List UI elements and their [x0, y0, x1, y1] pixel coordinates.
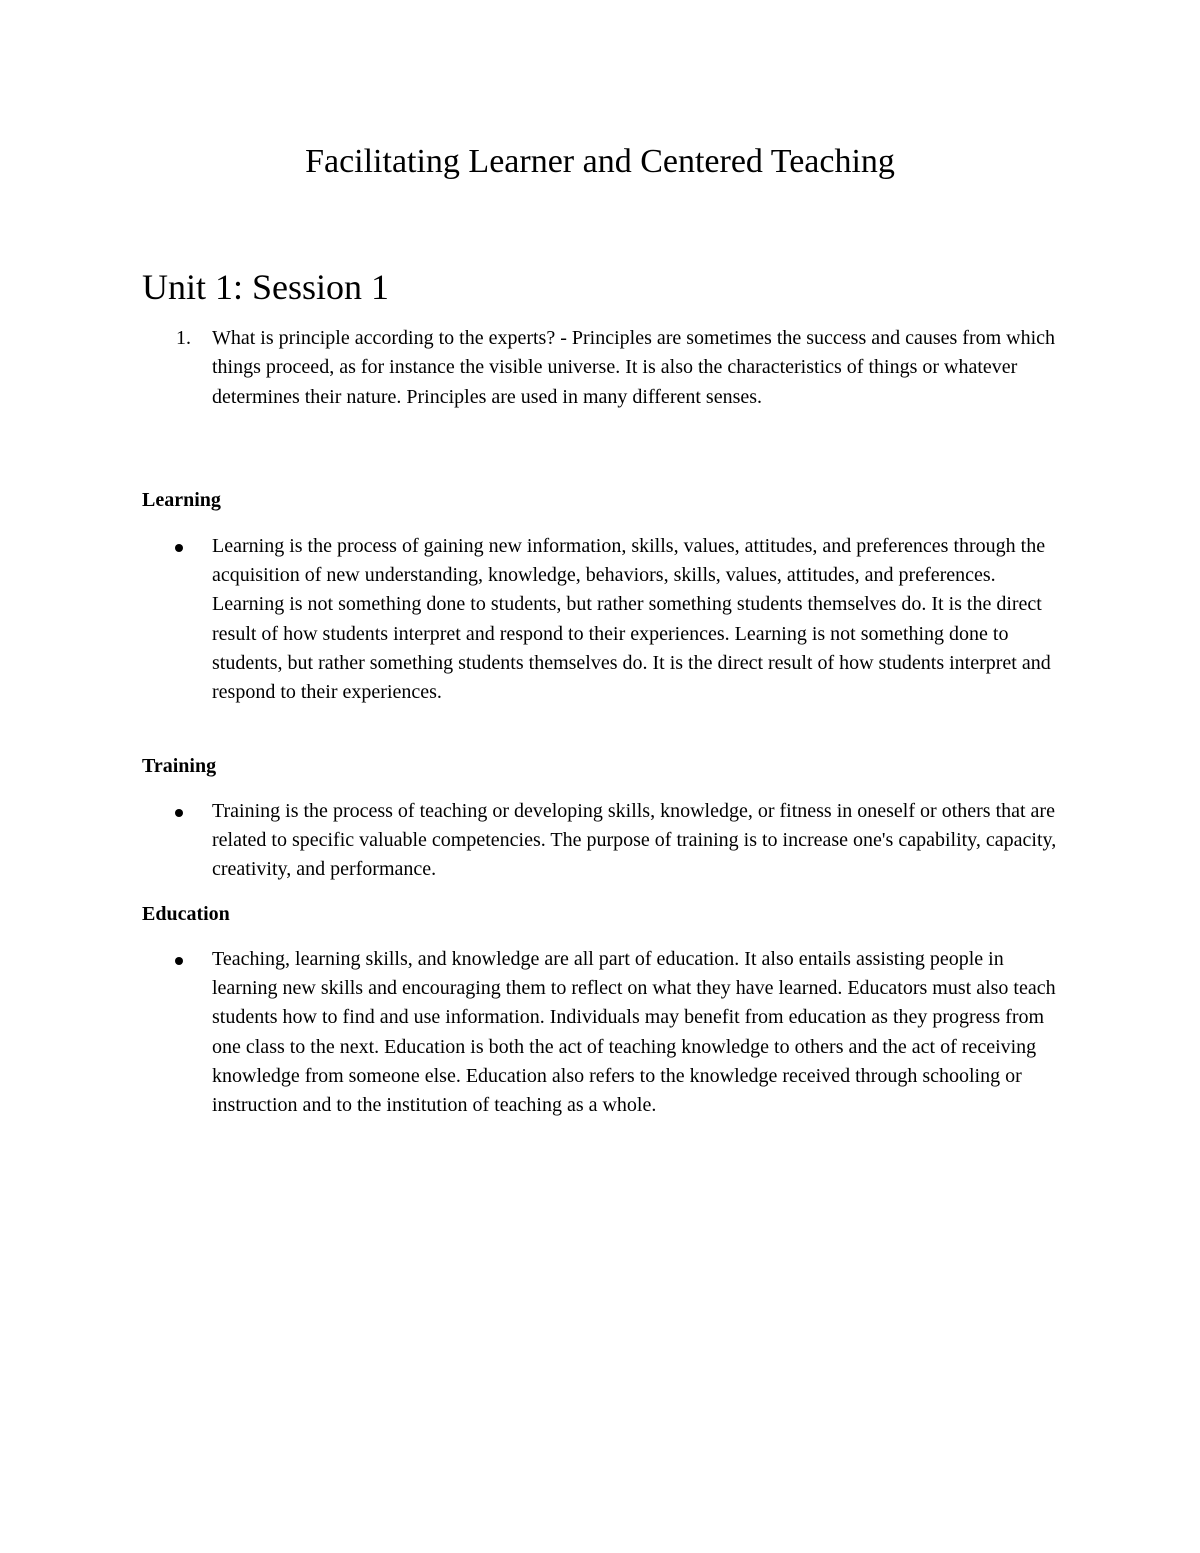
- bullet-item-learning: [142, 532, 1062, 707]
- bullet-icon: [175, 544, 183, 552]
- bullet-icon: [175, 809, 183, 817]
- bullet-item-training: [142, 797, 1062, 885]
- unit-heading: Unit 1: Session 1: [142, 267, 390, 307]
- bullet-text-learning: Learning is the process of gaining new information, skills, values, attitudes, and preferences through the acquisition of new understanding, knowledge, behaviors, skills, values, attitudes, and preferences. Learning is not something done to students, but rather something students themselves do. It is the direct result of how students interpret and respond to their experiences. Learning is not something done to students, but rather something students themselves do. It is the direct result of how students interpret and respond to their experiences.: [212, 535, 1051, 704]
- section-heading-training: Training: [142, 755, 217, 777]
- list-number: 1.: [176, 327, 191, 349]
- document-title: Facilitating Learner and Centered Teaching: [305, 143, 895, 180]
- bullet-text-education: Teaching, learning skills, and knowledge are all part of education. It also entails assisting people in learning new skills and encouraging them to reflect on what they have learned. Educators must also teach students how to find and use information. Individuals may benefit from education as they progress from one class to the next. Education is both the act of teaching knowledge to others and the act of receiving knowledge from someone else. Education also refers to the knowledge received through schooling or instruction and to the institution of teaching as a whole.: [212, 948, 1056, 1117]
- numbered-list-item: [142, 324, 1062, 412]
- section-heading-education: Education: [142, 903, 230, 925]
- section-heading-learning: Learning: [142, 489, 221, 511]
- question-text: What is principle according to the experts? - Principles are sometimes the success and causes from which things proceed, as for instance the visible universe. It is also the characteristics of things or whatever determines their nature. Principles are used in many different senses.: [212, 327, 1056, 408]
- bullet-item-education: [142, 945, 1062, 1120]
- bullet-text-training: Training is the process of teaching or developing skills, knowledge, or fitness in oneself or others that are related to specific valuable competencies. The purpose of training is to increase one's capability, capacity, creativity, and performance.: [212, 800, 1057, 881]
- bullet-icon: [175, 957, 183, 965]
